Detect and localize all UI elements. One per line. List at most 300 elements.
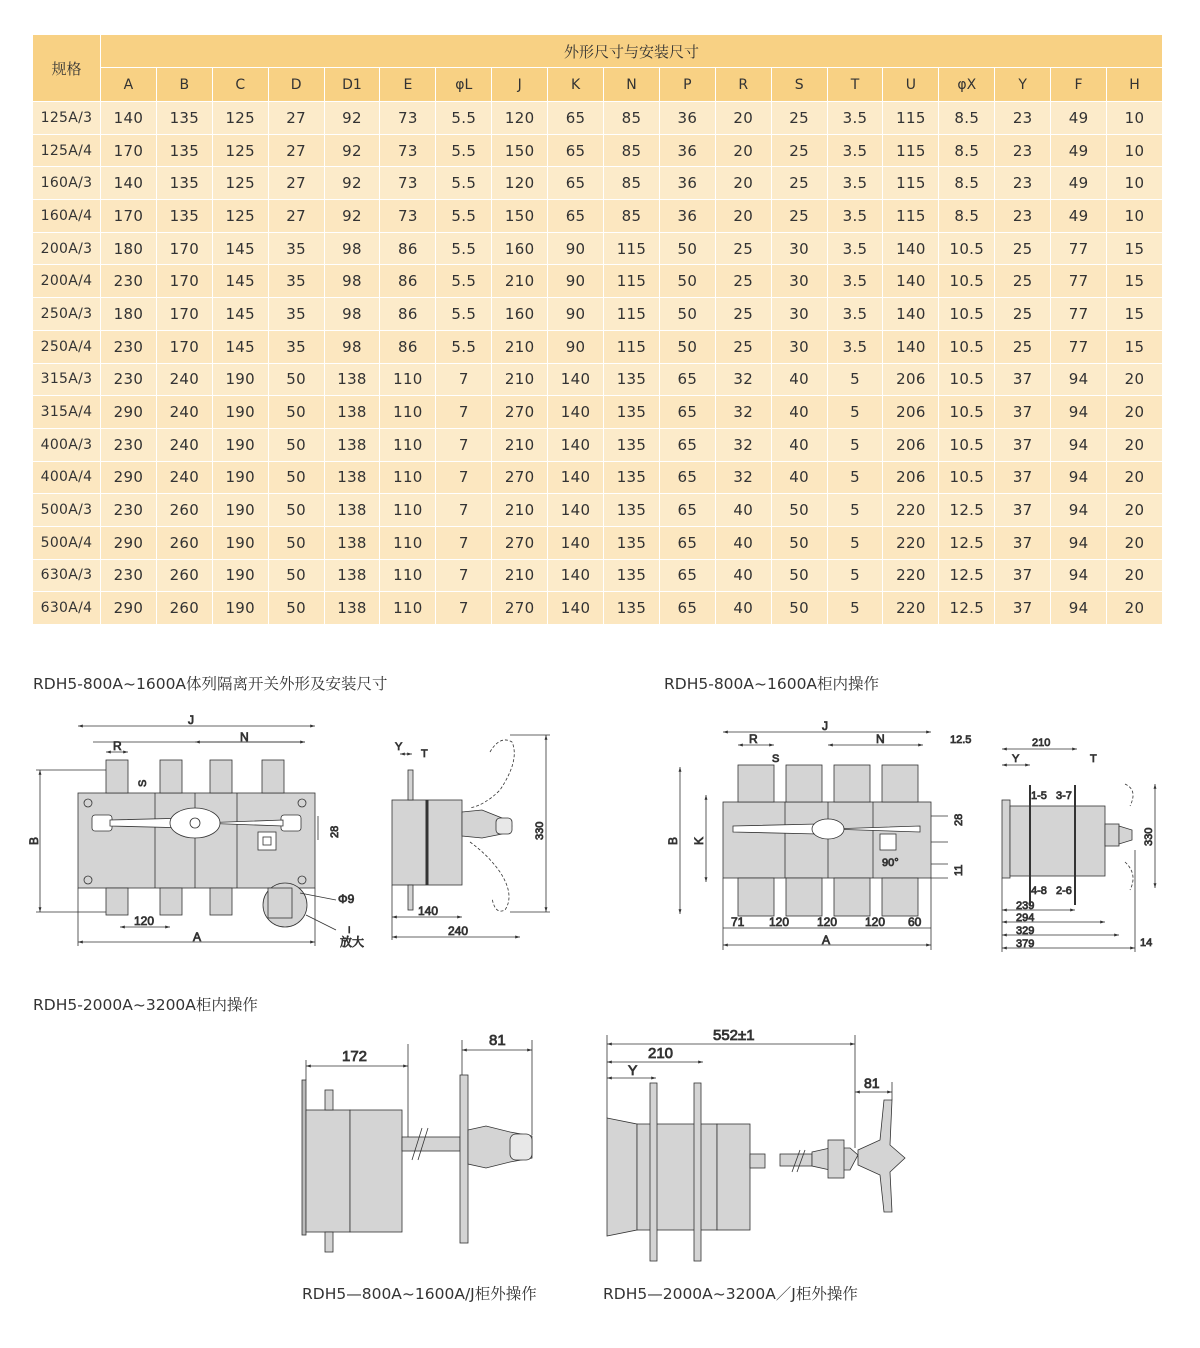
value-cell: 230: [101, 363, 157, 396]
value-cell: 94: [1051, 396, 1107, 429]
value-cell: 50: [771, 559, 827, 592]
value-cell: 40: [771, 461, 827, 494]
value-cell: 94: [1051, 526, 1107, 559]
value-cell: 140: [548, 559, 604, 592]
dim-label-28: 28: [953, 813, 965, 826]
value-cell: 140: [883, 330, 939, 363]
dim-label-140: 140: [418, 904, 439, 918]
value-cell: 125: [212, 102, 268, 135]
value-cell: 10.5: [939, 265, 995, 298]
value-cell: 125: [212, 134, 268, 167]
value-cell: 40: [771, 363, 827, 396]
dim-label-B: B: [27, 836, 41, 845]
value-cell: 85: [604, 134, 660, 167]
value-cell: 10: [1107, 167, 1163, 200]
value-cell: 230: [101, 265, 157, 298]
value-cell: 5: [827, 526, 883, 559]
value-cell: 25: [715, 298, 771, 331]
value-cell: 110: [380, 559, 436, 592]
dim-label-28: 28: [329, 825, 341, 838]
value-cell: 20: [1107, 592, 1163, 625]
value-cell: 20: [1107, 559, 1163, 592]
column-header: N: [604, 68, 660, 102]
dim-label-379: 379: [1016, 938, 1035, 950]
value-cell: 270: [492, 396, 548, 429]
value-cell: 25: [995, 330, 1051, 363]
value-cell: 115: [883, 134, 939, 167]
value-cell: 50: [771, 592, 827, 625]
dim-label-I: I: [348, 925, 351, 935]
dim-label-phi9: Φ9: [338, 892, 355, 906]
spec-cell: 160A/3: [33, 167, 101, 200]
value-cell: 30: [771, 232, 827, 265]
dim-label-Y: Y: [395, 741, 403, 753]
value-cell: 92: [324, 102, 380, 135]
column-header: P: [659, 68, 715, 102]
value-cell: 20: [715, 102, 771, 135]
value-cell: 35: [268, 330, 324, 363]
value-cell: 206: [883, 396, 939, 429]
value-cell: 270: [492, 592, 548, 625]
value-cell: 65: [659, 363, 715, 396]
value-cell: 94: [1051, 461, 1107, 494]
value-cell: 115: [604, 232, 660, 265]
dim-label-172: 172: [342, 1048, 368, 1065]
value-cell: 65: [659, 428, 715, 461]
value-cell: 65: [548, 167, 604, 200]
value-cell: 230: [101, 559, 157, 592]
value-cell: 40: [715, 559, 771, 592]
value-cell: 8.5: [939, 167, 995, 200]
value-cell: 25: [715, 330, 771, 363]
value-cell: 115: [604, 298, 660, 331]
value-cell: 170: [156, 330, 212, 363]
spec-cell: 250A/3: [33, 298, 101, 331]
dim-label-A: A: [822, 933, 831, 947]
value-cell: 85: [604, 200, 660, 233]
value-cell: 190: [212, 526, 268, 559]
terminal-label-2-6: 2-6: [1056, 885, 1072, 897]
value-cell: 150: [492, 134, 548, 167]
column-header: J: [492, 68, 548, 102]
value-cell: 125: [212, 200, 268, 233]
value-cell: 135: [604, 494, 660, 527]
value-cell: 5.5: [436, 330, 492, 363]
value-cell: 290: [101, 526, 157, 559]
value-cell: 73: [380, 167, 436, 200]
spec-cell: 200A/3: [33, 232, 101, 265]
value-cell: 138: [324, 363, 380, 396]
terminal-label-1-5: 1-5: [1031, 790, 1047, 802]
value-cell: 94: [1051, 592, 1107, 625]
value-cell: 25: [771, 167, 827, 200]
value-cell: 50: [771, 494, 827, 527]
value-cell: 190: [212, 461, 268, 494]
value-cell: 35: [268, 265, 324, 298]
value-cell: 7: [436, 461, 492, 494]
value-cell: 98: [324, 232, 380, 265]
value-cell: 23: [995, 167, 1051, 200]
value-cell: 138: [324, 461, 380, 494]
value-cell: 3.5: [827, 298, 883, 331]
dim-label-330: 330: [1143, 827, 1155, 846]
value-cell: 140: [548, 461, 604, 494]
dim-label-330: 330: [534, 821, 546, 840]
value-cell: 170: [101, 134, 157, 167]
value-cell: 110: [380, 363, 436, 396]
spec-cell: 250A/4: [33, 330, 101, 363]
value-cell: 5.5: [436, 265, 492, 298]
dim-label-T: T: [1090, 753, 1097, 765]
dim-label-Y: Y: [628, 1062, 638, 1078]
value-cell: 138: [324, 559, 380, 592]
value-cell: 27: [268, 167, 324, 200]
value-cell: 206: [883, 428, 939, 461]
value-cell: 135: [156, 200, 212, 233]
value-cell: 65: [659, 559, 715, 592]
value-cell: 290: [101, 396, 157, 429]
dim-label-294: 294: [1016, 912, 1035, 924]
value-cell: 65: [548, 200, 604, 233]
value-cell: 220: [883, 592, 939, 625]
value-cell: 220: [883, 526, 939, 559]
value-cell: 50: [268, 526, 324, 559]
dim-label-81: 81: [489, 1032, 506, 1049]
value-cell: 30: [771, 330, 827, 363]
value-cell: 140: [548, 526, 604, 559]
value-cell: 25: [715, 265, 771, 298]
value-cell: 10: [1107, 134, 1163, 167]
value-cell: 25: [995, 232, 1051, 265]
value-cell: 98: [324, 330, 380, 363]
dim-label-S: S: [137, 779, 149, 787]
value-cell: 49: [1051, 102, 1107, 135]
value-cell: 210: [492, 363, 548, 396]
dim-label-12-5: 12.5: [950, 734, 972, 746]
value-cell: 140: [548, 428, 604, 461]
value-cell: 37: [995, 461, 1051, 494]
value-cell: 23: [995, 134, 1051, 167]
value-cell: 50: [659, 298, 715, 331]
value-cell: 140: [548, 494, 604, 527]
value-cell: 20: [715, 134, 771, 167]
value-cell: 27: [268, 200, 324, 233]
value-cell: 94: [1051, 428, 1107, 461]
value-cell: 65: [659, 396, 715, 429]
value-cell: 15: [1107, 330, 1163, 363]
value-cell: 170: [156, 298, 212, 331]
value-cell: 5.5: [436, 298, 492, 331]
value-cell: 49: [1051, 134, 1107, 167]
value-cell: 140: [883, 265, 939, 298]
value-cell: 12.5: [939, 592, 995, 625]
dim-label-120a: 120: [769, 915, 790, 929]
value-cell: 20: [1107, 461, 1163, 494]
value-cell: 115: [604, 265, 660, 298]
dim-label-239: 239: [1016, 900, 1035, 912]
column-header: D1: [324, 68, 380, 102]
column-header: D: [268, 68, 324, 102]
value-cell: 94: [1051, 363, 1107, 396]
value-cell: 90: [548, 232, 604, 265]
caption-2000-3200-cabinet: RDH5-2000A~3200A柜内操作: [33, 996, 258, 1014]
value-cell: 10: [1107, 102, 1163, 135]
column-header: C: [212, 68, 268, 102]
value-cell: 120: [492, 167, 548, 200]
dim-label-120: 120: [134, 914, 155, 928]
value-cell: 135: [156, 167, 212, 200]
value-cell: 240: [156, 396, 212, 429]
column-header: Y: [995, 68, 1051, 102]
value-cell: 20: [1107, 494, 1163, 527]
value-cell: 15: [1107, 265, 1163, 298]
value-cell: 94: [1051, 494, 1107, 527]
value-cell: 50: [268, 559, 324, 592]
value-cell: 140: [883, 298, 939, 331]
value-cell: 240: [156, 428, 212, 461]
value-cell: 270: [492, 461, 548, 494]
value-cell: 145: [212, 232, 268, 265]
value-cell: 30: [771, 298, 827, 331]
terminal-label-4-8: 4-8: [1031, 885, 1047, 897]
value-cell: 110: [380, 428, 436, 461]
value-cell: 32: [715, 396, 771, 429]
value-cell: 92: [324, 167, 380, 200]
value-cell: 190: [212, 363, 268, 396]
value-cell: 12.5: [939, 494, 995, 527]
value-cell: 260: [156, 559, 212, 592]
value-cell: 5: [827, 428, 883, 461]
dim-label-210: 210: [648, 1045, 674, 1062]
value-cell: 25: [995, 265, 1051, 298]
value-cell: 85: [604, 102, 660, 135]
value-cell: 92: [324, 200, 380, 233]
value-cell: 32: [715, 428, 771, 461]
value-cell: 138: [324, 592, 380, 625]
value-cell: 140: [101, 102, 157, 135]
value-cell: 50: [268, 494, 324, 527]
value-cell: 36: [659, 200, 715, 233]
value-cell: 115: [883, 167, 939, 200]
dim-label-S: S: [772, 753, 780, 765]
value-cell: 3.5: [827, 102, 883, 135]
value-cell: 12.5: [939, 526, 995, 559]
value-cell: 115: [883, 102, 939, 135]
value-cell: 65: [548, 134, 604, 167]
value-cell: 170: [156, 265, 212, 298]
value-cell: 65: [659, 461, 715, 494]
value-cell: 37: [995, 526, 1051, 559]
value-cell: 145: [212, 298, 268, 331]
dim-label-120c: 120: [865, 915, 886, 929]
value-cell: 7: [436, 592, 492, 625]
value-cell: 240: [156, 363, 212, 396]
value-cell: 90: [548, 298, 604, 331]
value-cell: 37: [995, 363, 1051, 396]
value-cell: 8.5: [939, 200, 995, 233]
spec-cell: 125A/3: [33, 102, 101, 135]
value-cell: 190: [212, 592, 268, 625]
spec-cell: 400A/4: [33, 461, 101, 494]
value-cell: 290: [101, 592, 157, 625]
value-cell: 65: [659, 494, 715, 527]
value-cell: 10.5: [939, 363, 995, 396]
value-cell: 36: [659, 134, 715, 167]
value-cell: 15: [1107, 298, 1163, 331]
spec-cell: 630A/3: [33, 559, 101, 592]
value-cell: 206: [883, 461, 939, 494]
value-cell: 135: [604, 461, 660, 494]
value-cell: 86: [380, 298, 436, 331]
column-header: T: [827, 68, 883, 102]
dim-label-11: 11: [953, 864, 965, 876]
value-cell: 190: [212, 428, 268, 461]
spec-cell: 400A/3: [33, 428, 101, 461]
value-cell: 50: [659, 265, 715, 298]
value-cell: 10.5: [939, 298, 995, 331]
value-cell: 210: [492, 428, 548, 461]
dim-label-210: 210: [1032, 737, 1051, 749]
value-cell: 110: [380, 526, 436, 559]
value-cell: 220: [883, 559, 939, 592]
dim-label-60: 60: [908, 915, 922, 929]
column-header: φL: [436, 68, 492, 102]
column-header: F: [1051, 68, 1107, 102]
spec-cell: 125A/4: [33, 134, 101, 167]
value-cell: 40: [715, 494, 771, 527]
dim-label-N: N: [876, 732, 885, 746]
value-cell: 65: [548, 102, 604, 135]
value-cell: 115: [604, 330, 660, 363]
value-cell: 135: [604, 363, 660, 396]
value-cell: 20: [1107, 428, 1163, 461]
value-cell: 170: [156, 232, 212, 265]
dim-label-N: N: [240, 730, 249, 744]
value-cell: 140: [101, 167, 157, 200]
column-header: K: [548, 68, 604, 102]
value-cell: 65: [659, 526, 715, 559]
value-cell: 3.5: [827, 200, 883, 233]
value-cell: 110: [380, 592, 436, 625]
value-cell: 10.5: [939, 232, 995, 265]
column-header: U: [883, 68, 939, 102]
value-cell: 160: [492, 298, 548, 331]
value-cell: 5.5: [436, 134, 492, 167]
dim-label-A: A: [193, 930, 202, 944]
value-cell: 190: [212, 396, 268, 429]
value-cell: 20: [1107, 526, 1163, 559]
dim-label-71: 71: [731, 915, 745, 929]
dim-label-240: 240: [448, 924, 469, 938]
column-header: B: [156, 68, 212, 102]
value-cell: 20: [715, 167, 771, 200]
value-cell: 98: [324, 265, 380, 298]
spec-cell: 500A/4: [33, 526, 101, 559]
value-cell: 150: [492, 200, 548, 233]
value-cell: 138: [324, 428, 380, 461]
external-operation-2000-3200-drawing: [607, 1035, 905, 1261]
caption-2000-3200-external: RDH5—2000A~3200A／J柜外操作: [603, 1285, 858, 1303]
value-cell: 27: [268, 102, 324, 135]
value-cell: 260: [156, 526, 212, 559]
value-cell: 135: [604, 428, 660, 461]
value-cell: 7: [436, 559, 492, 592]
value-cell: 36: [659, 167, 715, 200]
value-cell: 5: [827, 396, 883, 429]
external-operation-800-1600-drawing: [302, 1040, 532, 1252]
value-cell: 7: [436, 428, 492, 461]
value-cell: 8.5: [939, 102, 995, 135]
zoom-label: 放大: [340, 935, 365, 949]
value-cell: 25: [995, 298, 1051, 331]
value-cell: 20: [1107, 396, 1163, 429]
value-cell: 90: [548, 330, 604, 363]
value-cell: 5: [827, 461, 883, 494]
spec-cell: 630A/4: [33, 592, 101, 625]
value-cell: 7: [436, 396, 492, 429]
value-cell: 37: [995, 559, 1051, 592]
value-cell: 92: [324, 134, 380, 167]
switch-front-view-drawing: [36, 726, 336, 946]
value-cell: 135: [156, 134, 212, 167]
value-cell: 3.5: [827, 134, 883, 167]
caption-800-1600-external: RDH5—800A~1600A/J柜外操作: [302, 1285, 537, 1303]
value-cell: 86: [380, 330, 436, 363]
value-cell: 36: [659, 102, 715, 135]
value-cell: 138: [324, 526, 380, 559]
value-cell: 160: [492, 232, 548, 265]
value-cell: 5.5: [436, 167, 492, 200]
value-cell: 20: [1107, 363, 1163, 396]
value-cell: 145: [212, 265, 268, 298]
value-cell: 210: [492, 265, 548, 298]
value-cell: 115: [883, 200, 939, 233]
terminal-label-3-7: 3-7: [1056, 790, 1072, 802]
value-cell: 50: [268, 363, 324, 396]
value-cell: 5: [827, 592, 883, 625]
value-cell: 5: [827, 494, 883, 527]
spec-header: 规格: [33, 35, 101, 102]
value-cell: 50: [268, 592, 324, 625]
dim-label-B: B: [666, 836, 680, 845]
value-cell: 50: [268, 428, 324, 461]
value-cell: 180: [101, 298, 157, 331]
value-cell: 260: [156, 592, 212, 625]
value-cell: 25: [771, 102, 827, 135]
value-cell: 5.5: [436, 232, 492, 265]
value-cell: 3.5: [827, 167, 883, 200]
value-cell: 230: [101, 330, 157, 363]
value-cell: 3.5: [827, 232, 883, 265]
value-cell: 110: [380, 494, 436, 527]
value-cell: 50: [771, 526, 827, 559]
value-cell: 73: [380, 200, 436, 233]
value-cell: 15: [1107, 232, 1163, 265]
dim-label-120b: 120: [817, 915, 838, 929]
dim-label-K: K: [692, 836, 706, 845]
column-header: A: [101, 68, 157, 102]
value-cell: 94: [1051, 559, 1107, 592]
value-cell: 170: [101, 200, 157, 233]
value-cell: 140: [548, 592, 604, 625]
value-cell: 210: [492, 559, 548, 592]
value-cell: 50: [659, 232, 715, 265]
value-cell: 65: [659, 592, 715, 625]
value-cell: 40: [715, 592, 771, 625]
value-cell: 7: [436, 363, 492, 396]
value-cell: 210: [492, 330, 548, 363]
value-cell: 180: [101, 232, 157, 265]
